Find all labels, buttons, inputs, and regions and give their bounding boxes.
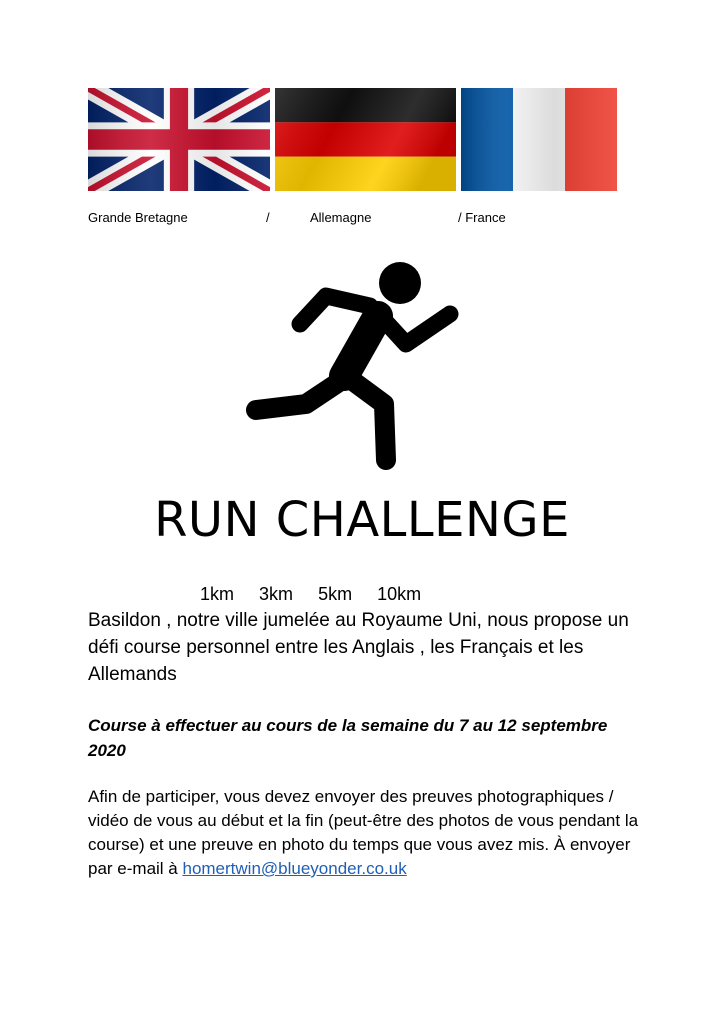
- intro-paragraph: Basildon , notre ville jumelée au Royaume Uni, nous propose un défi course personnel entre les Anglais , les Français et les Allemands: [88, 610, 629, 685]
- union-jack-flag: [88, 88, 270, 191]
- german-flag: [275, 88, 456, 191]
- dates-paragraph: Course à effectuer au cours de la semaine du 7 au 12 septembre 2020: [88, 716, 608, 760]
- german-flag-icon: [275, 88, 456, 191]
- page-title: RUN CHALLENGE: [154, 492, 570, 548]
- distance-1km: 1km: [200, 584, 235, 604]
- email-link[interactable]: homertwin@blueyonder.co.uk: [182, 859, 407, 878]
- running-person-icon: [246, 258, 466, 470]
- distance-options: [200, 584, 441, 605]
- label-germany: Allemagne: [310, 210, 372, 225]
- label-great-britain: Grande Bretagne: [88, 210, 188, 225]
- union-jack-icon: [88, 88, 270, 191]
- country-labels: [88, 210, 648, 230]
- distance-5km: 5km: [318, 584, 353, 604]
- french-flag-icon: [461, 88, 617, 191]
- french-flag: [461, 88, 617, 191]
- instructions-text: Afin de participer, vous devez envoyer des preuves photographiques / vidéo de vous au début et la fin (peut-être des photos de vous pendant la course) et une preuve en photo du temps que vous avez mis. À envoyer par e-mail à: [88, 787, 639, 878]
- instructions-paragraph: [88, 785, 648, 881]
- distance-3km: 3km: [259, 584, 294, 604]
- label-france: / France: [458, 210, 506, 225]
- label-separator: /: [266, 210, 270, 225]
- distance-10km: 10km: [377, 584, 422, 604]
